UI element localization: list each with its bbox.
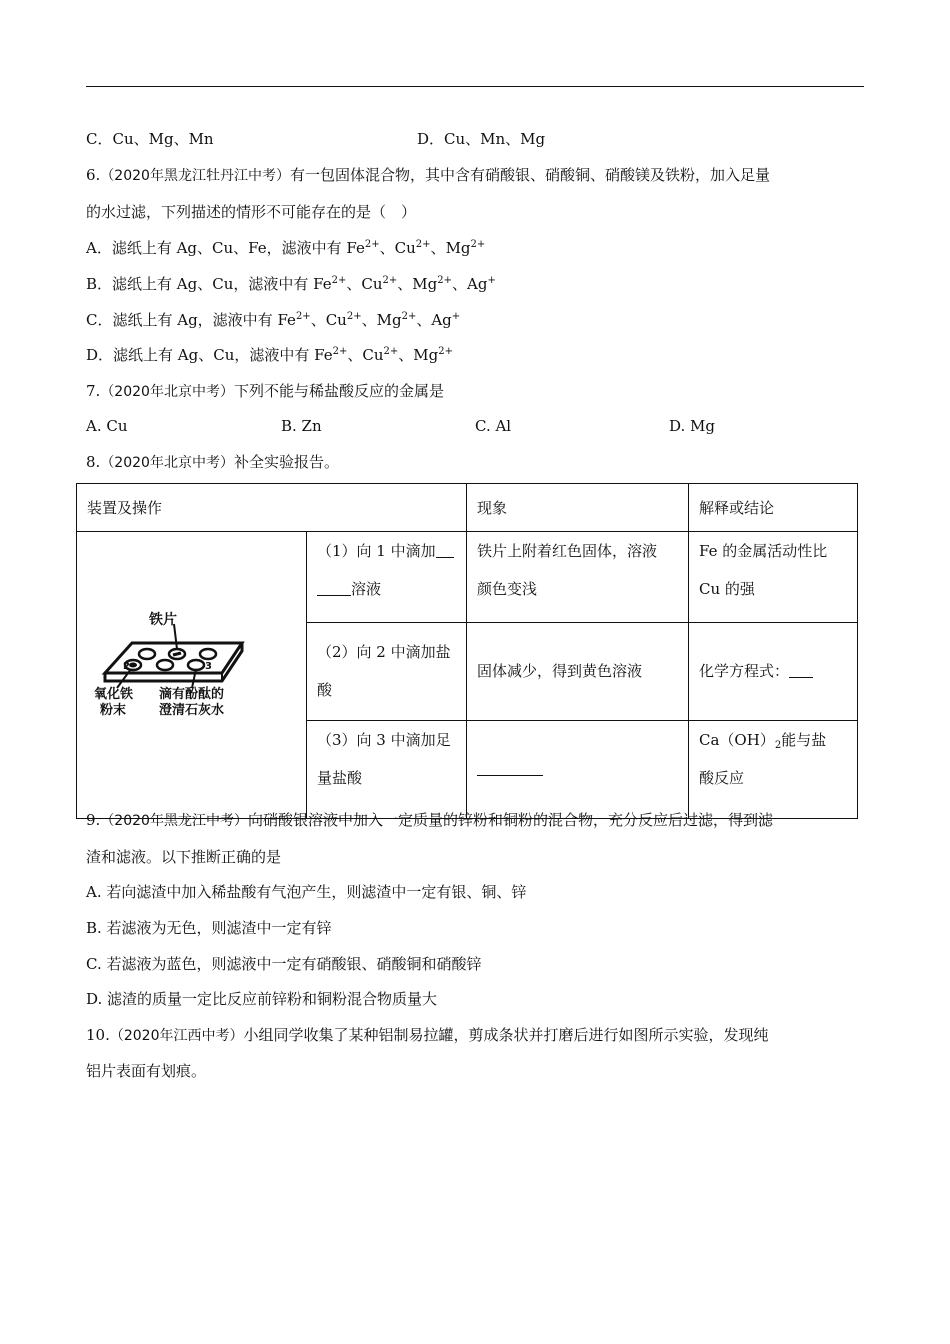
- op-cell-3: （3）向 3 中滴加足 量盐酸: [307, 720, 467, 818]
- well-top-right: [200, 649, 216, 659]
- q9-option-b: B. 若滤液为无色，则滤渣中一定有锌: [86, 919, 332, 937]
- q6-option-c: C．滤纸上有 Ag，滤液中有 $Fe^{2+}$、$Cu^{2+}$、$Mg^{2+}$、Ag+: [86, 311, 461, 329]
- phenomenon-cell-3: [467, 720, 689, 818]
- q7-option-c: C. Al: [475, 417, 512, 435]
- experiment-report-table: [76, 483, 858, 819]
- conclusion-cell-3: $Ca(OH)_2$能与盐 酸反应: [689, 720, 858, 818]
- q9-stem: 9.（2020年黑龙江中考）向硝酸银溶液中加入一定质量的锌粉和铜粉的混合物，充分反应后过滤，得到滤: [86, 811, 773, 829]
- phenomenon-cell-1: 铁片上附着红色固体，溶液 颜色变浅: [467, 532, 689, 623]
- q6-option-a: A．滤纸上有 Ag、Cu、Fe，滤液中有 $Fe^{2+}$、$Cu^{2+}$、$Mg^{2+}$: [86, 239, 486, 257]
- q8-stem: 8.（2020年北京中考）补全实验报告。: [86, 453, 339, 471]
- answer-blank-1-cont: [317, 579, 351, 596]
- conclusion-cell-1: Fe 的金属活动性比 Cu 的强: [689, 532, 858, 623]
- op-cell-1: （1）向 1 中滴加 溶液: [307, 532, 467, 623]
- label-iron-oxide: 氧化铁: [94, 687, 134, 702]
- header-conclusion: 解释或结论: [689, 484, 858, 532]
- q5-option-c: C．Cu、Mg、Mn: [86, 130, 214, 148]
- q9-option-c: C. 若滤液为蓝色，则滤液中一定有硝酸银、硝酸铜和硝酸锌: [86, 955, 482, 973]
- q10-stem-cont: 铝片表面有划痕。: [86, 1062, 207, 1080]
- well-top-left: [139, 649, 155, 659]
- table-header-row: [77, 484, 858, 532]
- conclusion-cell-2: 化学方程式：: [689, 622, 858, 720]
- label-limewater: 澄清石灰水: [159, 703, 225, 718]
- table-row: [77, 532, 858, 623]
- q7-option-b: B. Zn: [281, 417, 322, 435]
- q6-stem-cont: 的水过滤，下列描述的情形不可能存在的是（ ）: [86, 203, 417, 221]
- apparatus-diagram-cell: [77, 532, 307, 819]
- label-powder: 粉末: [100, 703, 127, 718]
- q7-option-d: D. Mg: [669, 417, 715, 435]
- q7-option-a: A. Cu: [86, 417, 128, 435]
- phenomenon-cell-2: 固体减少，得到黄色溶液: [467, 622, 689, 720]
- well-label-2: 2: [123, 661, 130, 672]
- q5-option-d: D．Cu、Mn、Mg: [417, 130, 546, 148]
- q6-option-b: B．滤纸上有 Ag、Cu，滤液中有 $Fe^{2+}$、$Cu^{2+}$、$Mg^{2+}$、Ag+: [86, 275, 496, 293]
- well-bottom-middle: [157, 660, 173, 670]
- header-phenomenon: 现象: [467, 484, 689, 532]
- well-plate-diagram: [77, 532, 307, 804]
- q6-stem: 6.（2020年黑龙江牡丹江中考）有一包固体混合物，其中含有硝酸银、硝酸铜、硝酸镁及铁粉，加入足量: [86, 166, 770, 184]
- q9-option-d: D. 滤渣的质量一定比反应前锌粉和铜粉混合物质量大: [86, 990, 438, 1008]
- q9-option-a: A. 若向滤渣中加入稀盐酸有气泡产生，则滤渣中一定有银、铜、锌: [86, 883, 527, 901]
- q6-option-d: D．滤纸上有 Ag、Cu，滤液中有 $Fe^{2+}$、$Cu^{2+}$、$Mg^{2+}$: [86, 346, 454, 364]
- q10-stem: 10.（2020年江西中考）小组同学收集了某种铝制易拉罐，剪成条状并打磨后进行如图所示实验，发现纯: [86, 1026, 769, 1044]
- well-label-3: 3: [205, 661, 212, 672]
- header-apparatus: 装置及操作: [77, 484, 467, 532]
- header-rule: [86, 86, 864, 87]
- label-phenolphthalein: 滴有酚酞的: [159, 687, 225, 702]
- answer-blank-1: [436, 541, 454, 558]
- label-iron-sheet: 铁片: [149, 612, 177, 628]
- op-cell-2: （2）向 2 中滴加盐 酸: [307, 622, 467, 720]
- answer-blank-equation: [789, 661, 813, 678]
- q7-stem: 7.（2020年北京中考）下列不能与稀盐酸反应的金属是: [86, 382, 444, 400]
- q9-stem-cont: 渣和滤液。以下推断正确的是: [86, 848, 282, 866]
- well-3: [188, 660, 204, 670]
- answer-blank-phenomenon: [477, 759, 543, 776]
